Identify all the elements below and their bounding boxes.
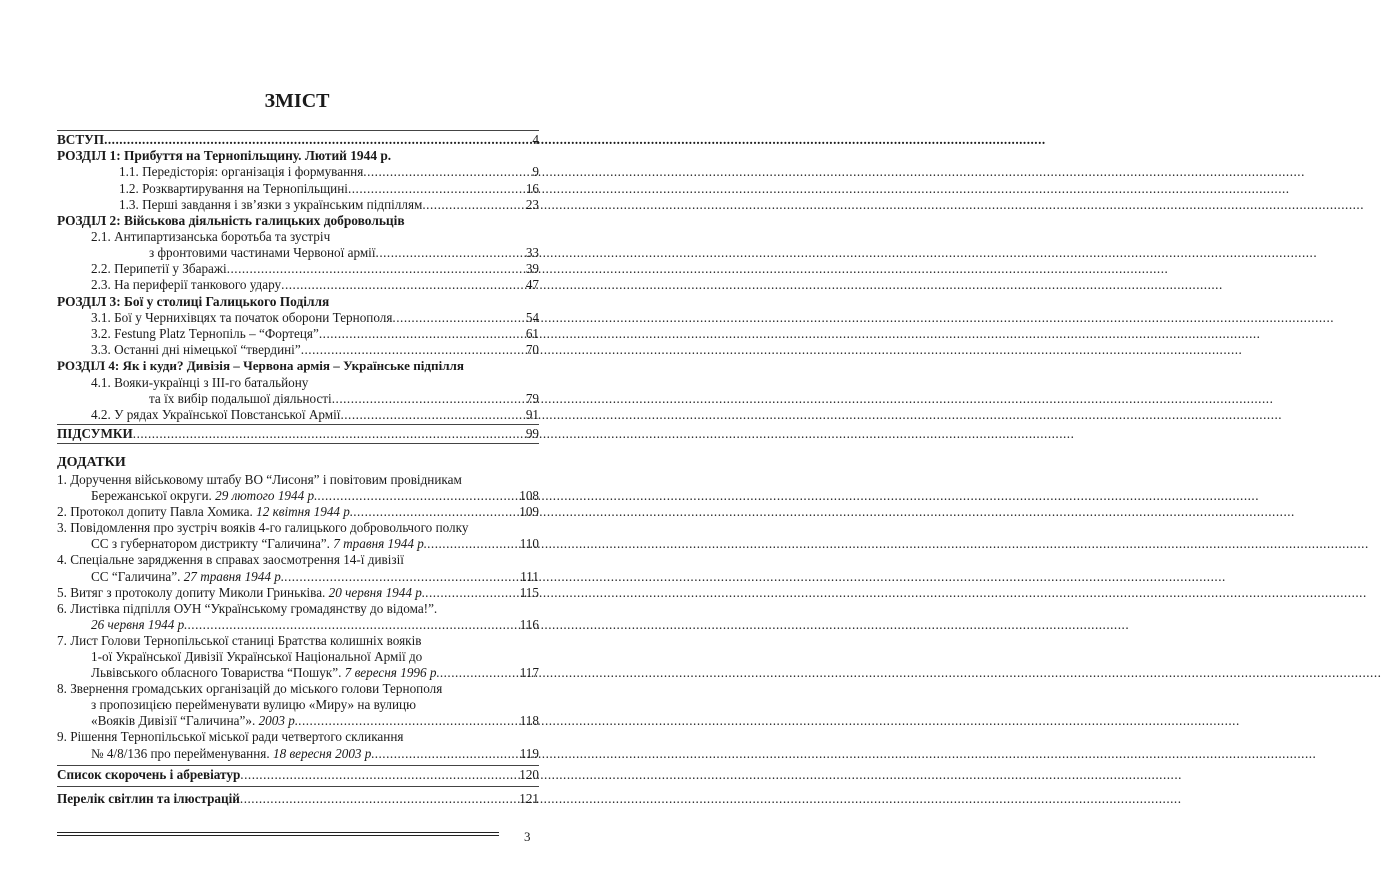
- toc-entry-4-2[interactable]: [57, 407, 539, 423]
- dot-leader: [440, 665, 518, 681]
- chapter-4-heading[interactable]: РОЗДІЛ 4: Як і куди? Дивізія – Червона армія – Українське підпілля: [57, 358, 464, 374]
- dot-leader: [392, 310, 523, 326]
- footer-rule: [57, 835, 499, 836]
- divider: [57, 443, 539, 444]
- entry-page: 116: [519, 616, 539, 632]
- toc-entry-3-1[interactable]: [57, 310, 539, 326]
- appendix-1-line1: 1. Доручення військовому штабу ВО “Лисоня” і повітовим провідникам: [57, 471, 462, 487]
- dot-leader: [240, 767, 517, 783]
- toc-entry-3-2[interactable]: [57, 326, 539, 342]
- appendix-date: 7 травня 1944 р.: [333, 536, 428, 552]
- appendix-9[interactable]: [57, 746, 539, 762]
- dot-leader: [353, 504, 517, 520]
- entry-page: 70: [525, 342, 539, 358]
- entry-page: 119: [519, 745, 539, 761]
- entry-page: 117: [519, 665, 539, 681]
- appendix-title: СС “Галичина”.: [91, 568, 184, 584]
- dot-leader: [422, 197, 523, 213]
- dot-leader: [427, 536, 518, 552]
- entry-title: та їх вибір подальшої діяльності: [149, 390, 332, 406]
- toc-entry-1-1[interactable]: [57, 164, 539, 180]
- appendix-3[interactable]: [57, 536, 539, 552]
- entry-title: 4.2. У рядах Української Повстанської Армії: [91, 406, 341, 422]
- entry-page: 99: [525, 425, 539, 441]
- toc-entry-1-2[interactable]: [57, 181, 539, 197]
- appendix-8-line2: з пропозицією перейменувати вулицю «Миру» на вулицю: [91, 697, 416, 713]
- toc-entry-2-1[interactable]: [57, 245, 539, 261]
- appendix-title: Львівського обласного Товариства “Пошук”.: [91, 665, 345, 681]
- entry-page: 91: [525, 406, 539, 422]
- entry-page: 54: [525, 309, 539, 325]
- entry-title: 3.2. Festung Platz Тернопіль – “Фортеця”: [91, 326, 319, 342]
- entry-title: 2.3. На периферії танкового удару: [91, 277, 282, 293]
- divider: [57, 765, 539, 766]
- entry-page: 115: [519, 584, 539, 600]
- dot-leader: [133, 426, 524, 442]
- entry-page: 23: [525, 196, 539, 212]
- entry-title: 3.3. Останні дні німецької “твердині”: [91, 342, 301, 358]
- entry-page: 79: [525, 390, 539, 406]
- dot-leader: [340, 407, 523, 423]
- appendix-title: Бережанської округи.: [91, 488, 216, 504]
- dot-leader: [298, 713, 518, 729]
- appendix-1[interactable]: [57, 488, 539, 504]
- dot-leader: [332, 391, 524, 407]
- toc-entry-2-1-line1: 2.1. Антипартизанська боротьба та зустріч: [91, 229, 331, 245]
- table-of-contents: [57, 129, 539, 807]
- appendix-title: № 4/8/136 про перейменування.: [91, 745, 273, 761]
- appendix-8[interactable]: [57, 713, 539, 729]
- dot-leader: [240, 791, 517, 807]
- toc-entry-4-1[interactable]: [57, 391, 539, 407]
- entry-title: Список скорочень і абревіатур: [57, 766, 241, 782]
- divider: [57, 130, 539, 131]
- dot-leader: [363, 164, 530, 180]
- entry-title: ВСТУП: [57, 132, 105, 147]
- page-title: ЗМІСТ: [264, 90, 330, 112]
- dot-leader: [317, 488, 517, 504]
- appendix-date: 7 вересня 1996 р.: [344, 665, 440, 681]
- dot-leader: [281, 277, 524, 293]
- dot-leader: [187, 617, 517, 633]
- appendix-title: 2. Протокол допиту Павла Хомика.: [57, 504, 257, 520]
- appendix-date: 20 червня 1944 р.: [328, 584, 426, 600]
- appendix-6[interactable]: [57, 617, 539, 633]
- appendix-8-line1: 8. Звернення громадських організацій до міського голови Тернополя: [57, 681, 443, 697]
- page-number: 3: [524, 829, 531, 844]
- dot-leader: [284, 569, 518, 585]
- entry-page: 120: [519, 766, 539, 782]
- appendix-title: 5. Витяг з протоколу допиту Миколи Гриньківа.: [57, 584, 329, 600]
- appendix-date: 29 лютого 1944 р.: [215, 488, 318, 504]
- dot-leader: [425, 585, 518, 601]
- toc-entry-2-2[interactable]: [57, 261, 539, 277]
- entry-page: 16: [525, 180, 539, 196]
- entry-title: ПІДСУМКИ: [57, 425, 133, 441]
- appendix-9-line1: 9. Рішення Тернопільської міської ради четвертого скликання: [57, 729, 404, 745]
- appendix-title: «Вояків Дивізії “Галичина”».: [91, 713, 259, 729]
- appendix-date: 27 травня 1944 р.: [183, 568, 285, 584]
- entry-title: 1.3. Перші завдання і зв’язки з українським підпіллям: [119, 196, 423, 212]
- dot-leader: [227, 261, 524, 277]
- chapter-1-heading[interactable]: РОЗДІЛ 1: Прибуття на Тернопільщину. Лютий 1944 р.: [57, 148, 392, 164]
- dot-leader: [104, 132, 530, 148]
- entry-title: з фронтовими частинами Червоної армії: [149, 245, 376, 261]
- dot-leader: [348, 181, 524, 197]
- appendix-date: 26 червня 1944 р.: [91, 616, 188, 632]
- entry-page: 109: [519, 504, 539, 520]
- entry-page: 47: [525, 277, 539, 293]
- entry-page: 33: [525, 245, 539, 261]
- appendix-3-line1: 3. Повідомлення про зустріч вояків 4-го галицького добровольчого полку: [57, 520, 469, 536]
- appendix-date: 12 квітня 1944 р.: [256, 504, 354, 520]
- entry-page: 111: [520, 568, 539, 584]
- appendix-7-line1: 7. Лист Голови Тернопільської станиці Братства колишніх вояків: [57, 632, 422, 648]
- entry-title: 1.1. Передісторія: організація і формування: [119, 164, 364, 180]
- appendix-7-line2: 1-ої Української Дивізії Української Національної Армії до: [91, 649, 423, 664]
- entry-page: 118: [519, 713, 539, 729]
- toc-entry-3-3[interactable]: [57, 342, 539, 358]
- appendix-2[interactable]: [57, 504, 539, 520]
- entry-title: 1.2. Розквартирування на Тернопільщині: [119, 180, 348, 196]
- entry-page: 4: [532, 132, 539, 147]
- toc-entry-1-3[interactable]: [57, 197, 539, 213]
- toc-entry-illustrations[interactable]: [57, 791, 539, 807]
- footer-rule: [57, 832, 499, 833]
- entry-page: 108: [519, 488, 539, 504]
- entry-page: 121: [519, 790, 539, 806]
- dot-leader: [319, 326, 524, 342]
- appendix-5[interactable]: [57, 585, 539, 601]
- chapter-3-heading[interactable]: РОЗДІЛ 3: Бої у столиці Галицького Поділля: [57, 293, 330, 309]
- dot-leader: [301, 342, 524, 358]
- entry-page: 110: [519, 536, 539, 552]
- appendix-4[interactable]: [57, 569, 539, 585]
- entry-page: 9: [532, 164, 539, 180]
- toc-entry-pidsumky[interactable]: [57, 426, 539, 442]
- chapter-2-heading[interactable]: РОЗДІЛ 2: Військова діяльність галицьких добровольців: [57, 212, 405, 228]
- appendix-6-line1: 6. Листівка підпілля ОУН “Українському громадянству до відома!”.: [57, 600, 438, 616]
- divider: [57, 424, 539, 425]
- dot-leader: [375, 746, 518, 762]
- appendix-date: 18 вересня 2003 р.: [272, 745, 375, 761]
- appendix-title: СС з губернатором дистрикту “Галичина”.: [91, 536, 334, 552]
- entry-title: 3.1. Бої у Чернихівцях та початок оборони Тернополя: [91, 309, 393, 325]
- toc-entry-vstup[interactable]: [57, 132, 539, 148]
- appendices-heading: ДОДАТКИ: [57, 454, 126, 470]
- entry-title: Перелік світлин та ілюстрацій: [57, 790, 240, 806]
- entry-page: 61: [525, 326, 539, 342]
- toc-entry-4-1-line1: 4.1. Вояки-українці з ІІІ-го батальйону: [91, 374, 309, 390]
- dot-leader: [376, 245, 524, 261]
- toc-entry-abbreviations[interactable]: [57, 767, 539, 783]
- appendix-7[interactable]: [57, 665, 539, 681]
- divider: [57, 786, 539, 787]
- entry-title: 2.2. Перипетії у Збаражі: [91, 261, 227, 277]
- appendix-date: 2003 р.: [258, 713, 299, 729]
- toc-entry-2-3[interactable]: [57, 277, 539, 293]
- spacer: [57, 445, 539, 454]
- appendix-4-line1: 4. Спеціальне зарядження в справах заосмотрення 14-ї дивізії: [57, 552, 404, 568]
- entry-page: 39: [525, 261, 539, 277]
